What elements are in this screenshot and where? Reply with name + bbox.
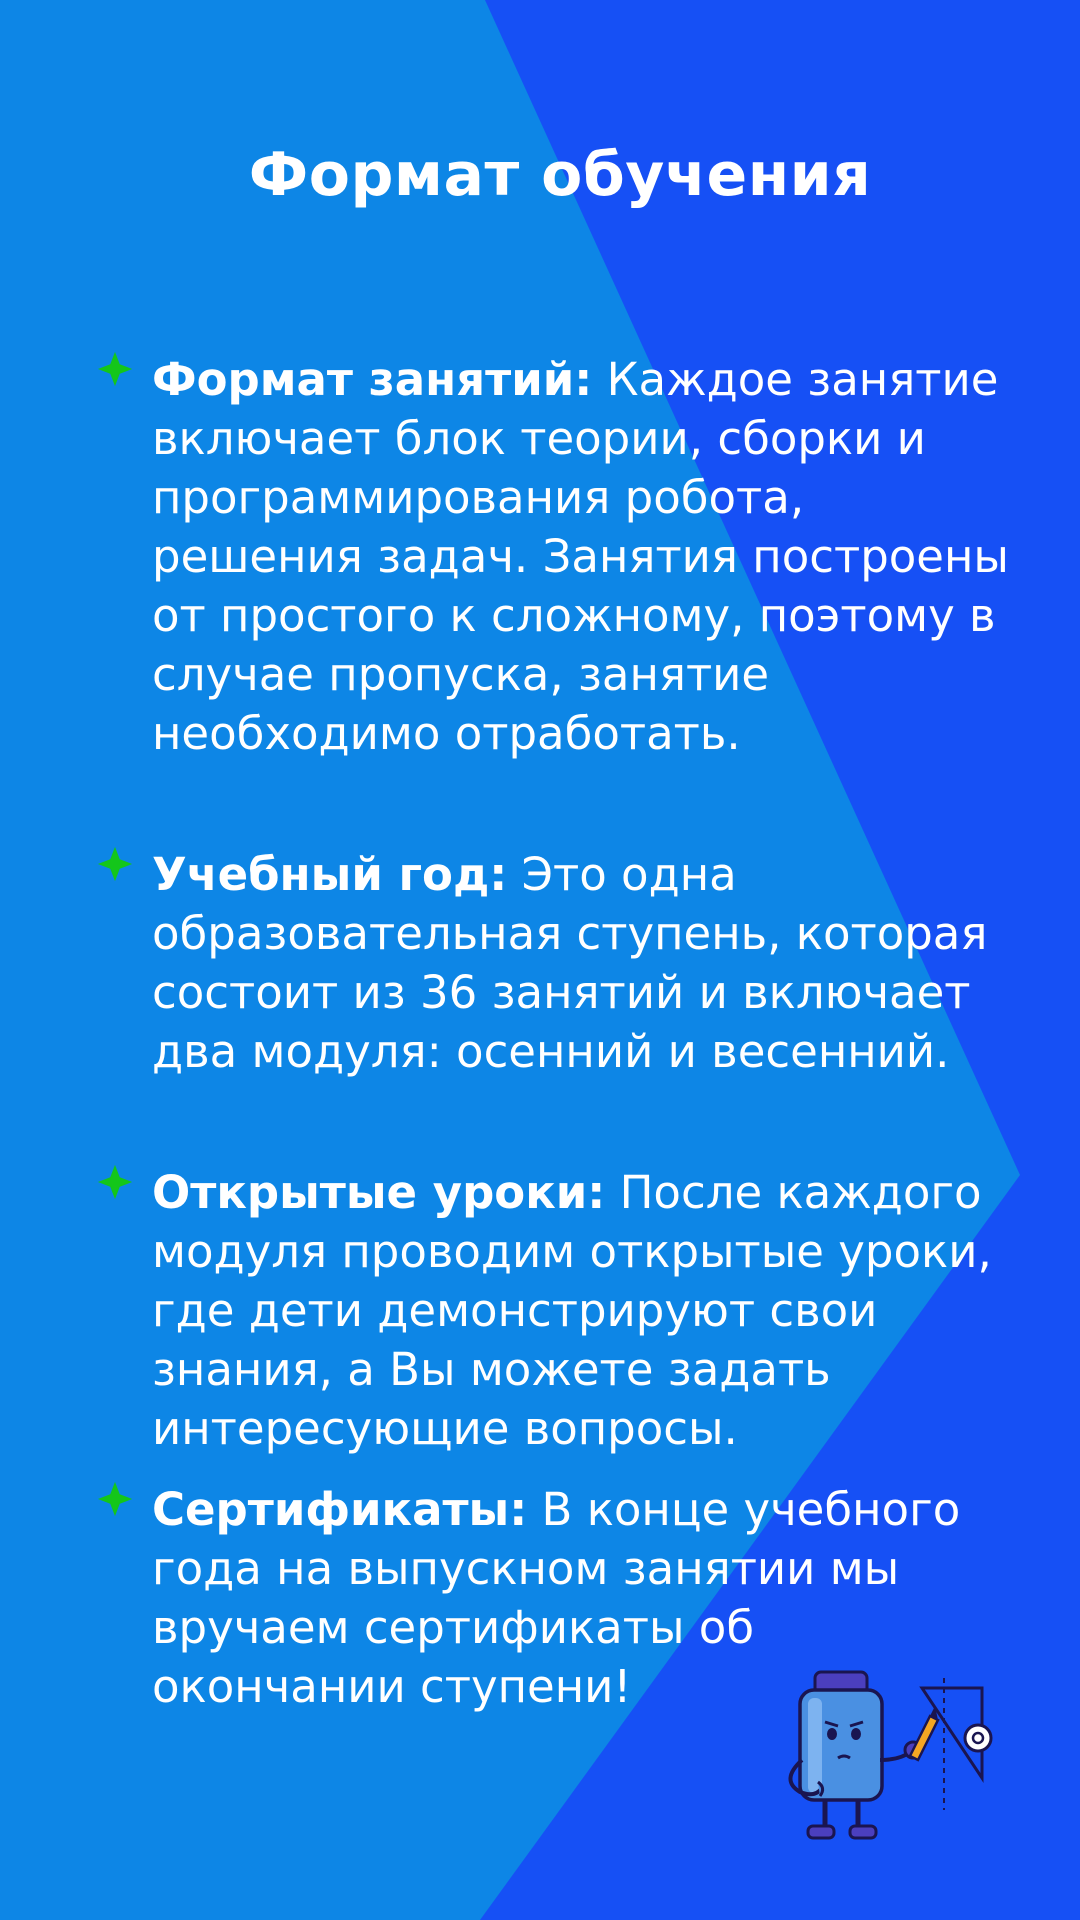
list-item-text (152, 1163, 1012, 1458)
item-heading: Формат занятий: (152, 353, 593, 406)
item-heading: Сертификаты: (152, 1483, 528, 1536)
list-item-text (152, 845, 1012, 1081)
item-heading: Открытые уроки: (152, 1166, 606, 1219)
green-star-bullet-icon (96, 1480, 134, 1518)
green-star-bullet-icon (96, 1163, 134, 1201)
item-body: Это одна образовательная ступень, которая состоит из 36 занятий и включает два модуля: осенний и весенний. (152, 848, 988, 1078)
item-body: В конце учебного года на выпускном занятии мы вручаем сертификаты об окончании ступени! (152, 1483, 961, 1713)
item-body: После каждого модуля проводим открытые уроки, где дети демонстрируют свои знания, а Вы можете задать интересующие вопросы. (152, 1166, 992, 1455)
item-heading: Учебный год: (152, 848, 508, 901)
page-title: Формат обучения (248, 140, 872, 210)
robot-mascot-icon (770, 1670, 1010, 1850)
green-star-bullet-icon (96, 350, 134, 388)
green-star-bullet-icon (96, 845, 134, 883)
list-item-text (152, 350, 1012, 763)
item-body: Каждое занятие включает блок теории, сборки и программирования робота, решения задач. Занятия построены от простого к сложному, поэтому в случае пропуска, занятие необходимо отработать. (152, 353, 1009, 760)
